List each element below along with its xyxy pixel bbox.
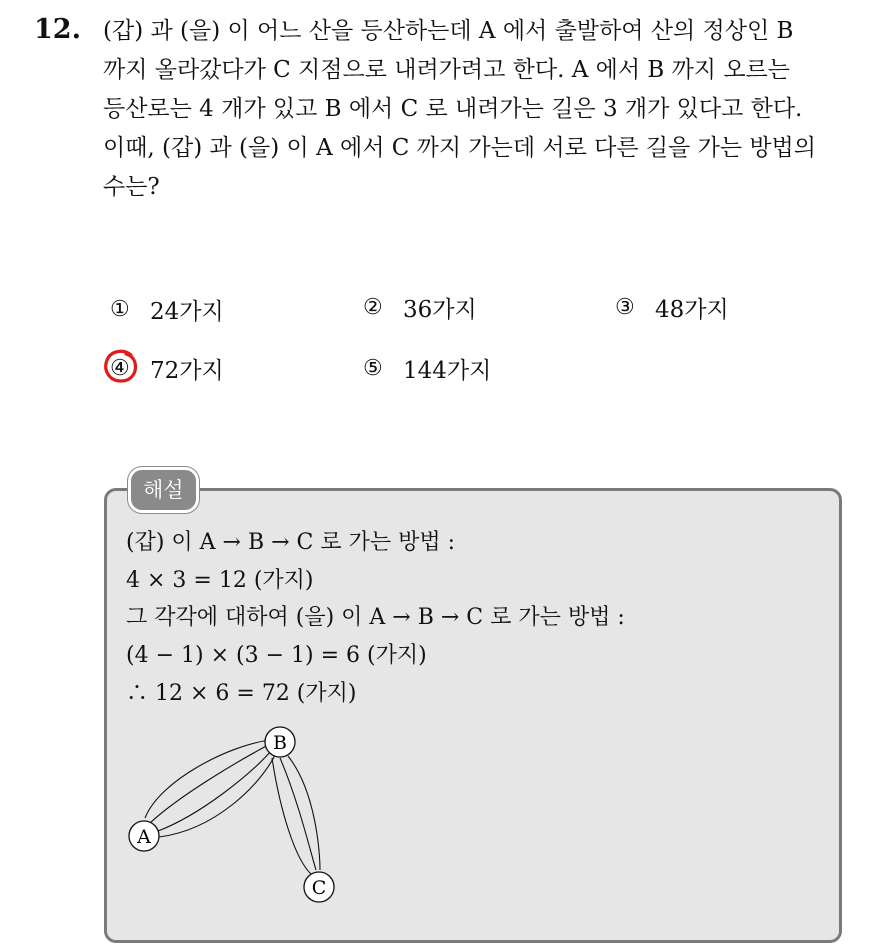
question-line: 수는? [103, 174, 160, 200]
path-a-b-4 [159, 755, 275, 837]
path-b-c-3 [288, 756, 320, 870]
node-a-label: A [137, 826, 151, 848]
choice-3[interactable] [615, 291, 729, 324]
solution-tag: 해설 [128, 467, 199, 513]
answer-circle-mark [101, 346, 141, 386]
solution-line: ∴ 12 × 6 = 72 (가지) [126, 681, 357, 706]
question-line: (갑) 과 (을) 이 어느 산을 등산하는데 A 에서 출발하여 산의 정상인 B [103, 18, 794, 44]
choice-1[interactable] [110, 293, 224, 326]
path-a-b-3 [158, 750, 272, 831]
node-b-label: B [273, 732, 287, 754]
question-line: 까지 올라갔다가 C 지점으로 내려가려고 한다. A 에서 B 까지 오르는 [103, 57, 790, 83]
path-a-b-2 [150, 744, 270, 823]
choice-text: 36가지 [403, 297, 477, 323]
choice-text: 24가지 [150, 299, 224, 325]
solution-line: 4 × 3 = 12 (가지) [126, 568, 314, 593]
choice-5[interactable] [363, 352, 491, 385]
path-b-c-1 [272, 758, 312, 875]
choice-text: 48가지 [655, 297, 729, 323]
question-line: 이때, (갑) 과 (을) 이 A 에서 C 까지 가는데 서로 다른 길을 가는 방법의 [103, 135, 816, 161]
choice-text: 144가지 [403, 358, 492, 384]
question-text [103, 12, 873, 207]
solution-line: (4 − 1) × (3 − 1) = 6 (가지) [126, 643, 427, 668]
question-number: 12. [34, 14, 81, 45]
choice-mark: ③ [615, 295, 635, 320]
choice-mark: ④ [110, 356, 130, 381]
choice-2[interactable] [363, 291, 477, 324]
solution-line: (갑) 이 A → B → C 로 가는 방법 : [126, 530, 456, 555]
choice-text: 72가지 [150, 358, 224, 384]
question-line: 등산로는 4 개가 있고 B 에서 C 로 내려가는 길은 3 개가 있다고 한다. [103, 96, 803, 122]
path-diagram [120, 720, 360, 915]
node-c-label: C [311, 877, 327, 899]
choice-mark: ② [363, 295, 383, 320]
choice-mark: ① [110, 297, 130, 322]
choice-mark: ⑤ [363, 356, 383, 381]
path-a-b-1 [145, 740, 270, 818]
solution-line: 그 각각에 대하여 (을) 이 A → B → C 로 가는 방법 : [126, 605, 625, 630]
